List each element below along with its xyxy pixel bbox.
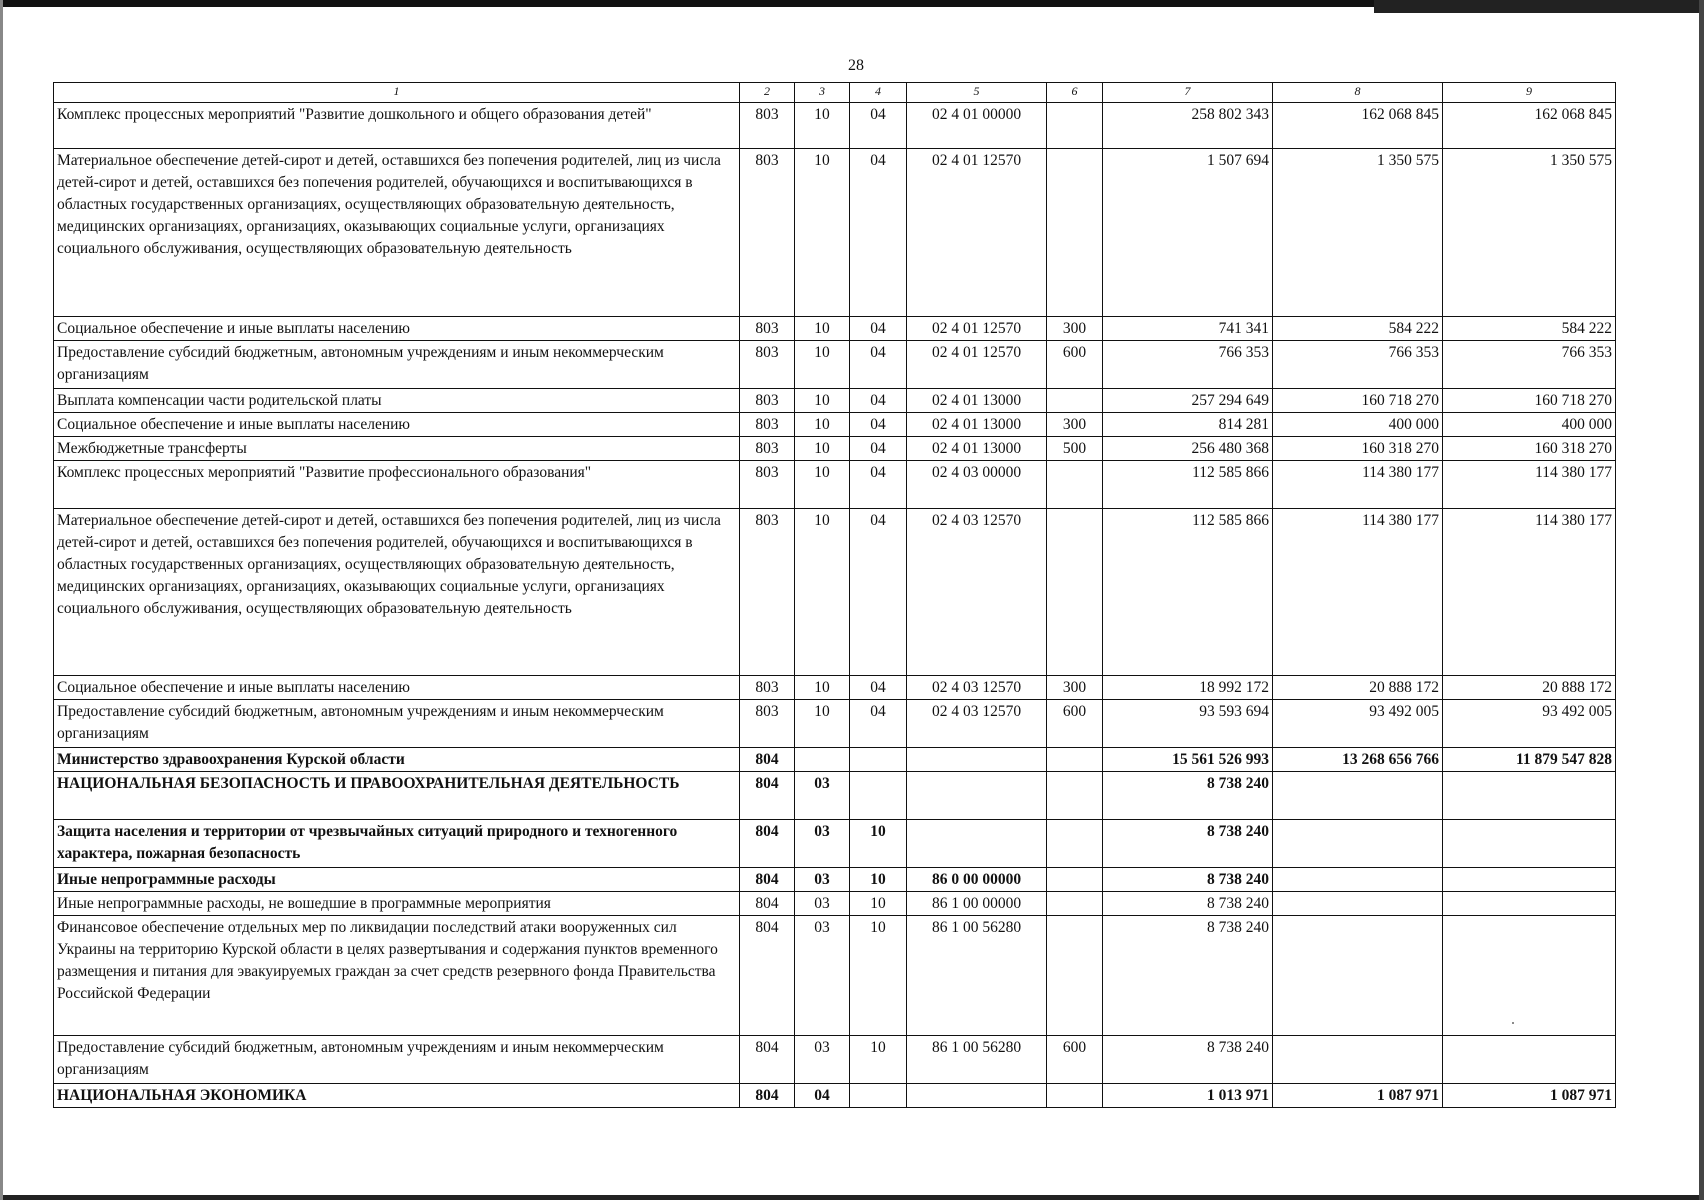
cell-amount-col7: 15 561 526 993 [1103,748,1273,772]
cell-ministry-code: 803 [740,413,795,437]
cell-section: 10 [795,341,850,389]
table-row [54,317,1616,341]
cell-amount-col7: 1 507 694 [1103,149,1273,317]
cell-ministry-code: 803 [740,389,795,413]
table-row [54,772,1616,820]
cell-amount-col7: 257 294 649 [1103,389,1273,413]
cell-expense-type: 600 [1047,341,1103,389]
column-number: 7 [1103,83,1273,103]
cell-expense-type: 300 [1047,413,1103,437]
row-name: Предоставление субсидий бюджетным, автономным учреждениям и иным некоммерческим организациям [54,1036,740,1084]
cell-amount-col9: 160 318 270 [1443,437,1616,461]
cell-expense-type: 300 [1047,317,1103,341]
cell-amount-col8: 13 268 656 766 [1273,748,1443,772]
cell-amount-col7: 18 992 172 [1103,676,1273,700]
cell-subsection: 04 [850,700,907,748]
table-row [54,149,1616,317]
row-name: Выплата компенсации части родительской платы [54,389,740,413]
cell-amount-col8: 160 718 270 [1273,389,1443,413]
cell-amount-col8: 114 380 177 [1273,509,1443,676]
cell-subsection: 04 [850,149,907,317]
cell-ministry-code: 804 [740,1036,795,1084]
column-number-row [54,83,1616,103]
cell-subsection [850,772,907,820]
scan-border-left [0,0,3,1200]
cell-target-article: 02 4 01 13000 [907,437,1047,461]
cell-amount-col8: 400 000 [1273,413,1443,437]
table-row [54,437,1616,461]
cell-ministry-code: 804 [740,868,795,892]
cell-section: 03 [795,1036,850,1084]
cell-expense-type: 600 [1047,700,1103,748]
cell-section: 10 [795,676,850,700]
cell-subsection: 04 [850,461,907,509]
row-name: Комплекс процессных мероприятий "Развитие дошкольного и общего образования детей" [54,103,740,149]
cell-amount-col9 [1443,916,1616,1036]
cell-amount-col7: 8 738 240 [1103,916,1273,1036]
row-name: Социальное обеспечение и иные выплаты населению [54,317,740,341]
table-row [54,509,1616,676]
cell-subsection: 10 [850,892,907,916]
cell-section: 10 [795,389,850,413]
cell-section: 10 [795,317,850,341]
cell-subsection: 10 [850,1036,907,1084]
cell-amount-col7: 93 593 694 [1103,700,1273,748]
cell-expense-type: 600 [1047,1036,1103,1084]
cell-amount-col9: 11 879 547 828 [1443,748,1616,772]
cell-section: 10 [795,700,850,748]
cell-amount-col9: 766 353 [1443,341,1616,389]
cell-amount-col8 [1273,868,1443,892]
cell-target-article: 02 4 03 12570 [907,509,1047,676]
cell-amount-col8 [1273,892,1443,916]
cell-section [795,748,850,772]
cell-subsection: 10 [850,820,907,868]
cell-subsection: 10 [850,868,907,892]
cell-section: 03 [795,892,850,916]
cell-amount-col7: 8 738 240 [1103,820,1273,868]
row-name: Защита населения и территории от чрезвычайных ситуаций природного и техногенного характера, пожарная безопасность [54,820,740,868]
cell-target-article: 02 4 01 12570 [907,317,1047,341]
row-name: Материальное обеспечение детей-сирот и детей, оставшихся без попечения родителей, лиц из числа детей-сирот и детей, оставшихся без попечения родителей, обучающихся и воспитывающихся в областных государственных организациях, осуществляющих образовательную деятельность, медицинских организациях, организациях, оказывающих социальные услуги, организациях социального обслуживания, осуществляющих образовательную деятельность [54,509,740,676]
cell-amount-col9 [1443,868,1616,892]
column-number: 6 [1047,83,1103,103]
cell-target-article [907,772,1047,820]
cell-subsection [850,1084,907,1108]
cell-target-article: 02 4 01 13000 [907,389,1047,413]
cell-target-article [907,1084,1047,1108]
table-row [54,341,1616,389]
cell-expense-type [1047,149,1103,317]
cell-amount-col9: 1 087 971 [1443,1084,1616,1108]
cell-amount-col9 [1443,1036,1616,1084]
cell-target-article: 02 4 01 00000 [907,103,1047,149]
cell-amount-col9: 114 380 177 [1443,509,1616,676]
scan-border-bottom [0,1195,1704,1200]
cell-ministry-code: 804 [740,820,795,868]
cell-expense-type: 500 [1047,437,1103,461]
cell-amount-col8: 584 222 [1273,317,1443,341]
cell-amount-col9 [1443,772,1616,820]
cell-amount-col7: 112 585 866 [1103,461,1273,509]
cell-amount-col7: 258 802 343 [1103,103,1273,149]
cell-subsection: 04 [850,341,907,389]
column-number: 9 [1443,83,1616,103]
cell-amount-col7: 8 738 240 [1103,1036,1273,1084]
cell-amount-col8 [1273,820,1443,868]
row-name: Предоставление субсидий бюджетным, автономным учреждениям и иным некоммерческим организациям [54,341,740,389]
cell-expense-type [1047,461,1103,509]
cell-amount-col7: 8 738 240 [1103,868,1273,892]
cell-section: 03 [795,772,850,820]
table-row [54,700,1616,748]
row-name: Социальное обеспечение и иные выплаты населению [54,413,740,437]
cell-section: 03 [795,916,850,1036]
table-row [54,748,1616,772]
cell-target-article: 02 4 01 13000 [907,413,1047,437]
row-name: НАЦИОНАЛЬНАЯ БЕЗОПАСНОСТЬ И ПРАВООХРАНИТЕЛЬНАЯ ДЕЯТЕЛЬНОСТЬ [54,772,740,820]
cell-target-article: 86 1 00 00000 [907,892,1047,916]
cell-section: 03 [795,868,850,892]
cell-amount-col8: 160 318 270 [1273,437,1443,461]
cell-expense-type [1047,892,1103,916]
cell-amount-col8: 20 888 172 [1273,676,1443,700]
cell-amount-col8 [1273,916,1443,1036]
cell-expense-type [1047,820,1103,868]
cell-expense-type: 300 [1047,676,1103,700]
column-number: 5 [907,83,1047,103]
cell-expense-type [1047,1084,1103,1108]
table-row [54,103,1616,149]
cell-amount-col7: 766 353 [1103,341,1273,389]
cell-target-article: 02 4 03 12570 [907,700,1047,748]
cell-expense-type [1047,389,1103,413]
table-row [54,892,1616,916]
row-name: Материальное обеспечение детей-сирот и детей, оставшихся без попечения родителей, лиц из числа детей-сирот и детей, оставшихся без попечения родителей, обучающихся и воспитывающихся в областных государственных организациях, осуществляющих образовательную деятельность, медицинских организациях, организациях, оказывающих социальные услуги, организациях социального обслуживания, осуществляющих образовательную деятельность [54,149,740,317]
cell-target-article [907,748,1047,772]
cell-subsection: 04 [850,103,907,149]
cell-section: 03 [795,820,850,868]
cell-expense-type [1047,772,1103,820]
cell-amount-col8 [1273,1036,1443,1084]
cell-amount-col9 [1443,892,1616,916]
cell-section: 04 [795,1084,850,1108]
cell-ministry-code: 803 [740,103,795,149]
cell-amount-col7: 8 738 240 [1103,892,1273,916]
cell-section: 10 [795,413,850,437]
cell-target-article: 02 4 01 12570 [907,341,1047,389]
row-name: Иные непрограммные расходы [54,868,740,892]
cell-expense-type [1047,103,1103,149]
cell-amount-col8: 1 087 971 [1273,1084,1443,1108]
cell-subsection: 04 [850,509,907,676]
cell-amount-col9: 20 888 172 [1443,676,1616,700]
cell-target-article [907,820,1047,868]
cell-amount-col7: 256 480 368 [1103,437,1273,461]
cell-ministry-code: 803 [740,700,795,748]
column-number: 1 [54,83,740,103]
row-name: Иные непрограммные расходы, не вошедшие в программные мероприятия [54,892,740,916]
cell-amount-col8: 766 353 [1273,341,1443,389]
column-number: 8 [1273,83,1443,103]
cell-subsection: 04 [850,437,907,461]
cell-section: 10 [795,461,850,509]
cell-amount-col9: 400 000 [1443,413,1616,437]
cell-ministry-code: 803 [740,149,795,317]
page-number: 28 [848,57,864,74]
cell-amount-col8: 114 380 177 [1273,461,1443,509]
cell-subsection: 04 [850,317,907,341]
row-name: Комплекс процессных мероприятий "Развитие профессионального образования" [54,461,740,509]
column-number: 2 [740,83,795,103]
cell-ministry-code: 804 [740,1084,795,1108]
row-name: Социальное обеспечение и иные выплаты населению [54,676,740,700]
cell-amount-col8: 162 068 845 [1273,103,1443,149]
cell-ministry-code: 804 [740,916,795,1036]
column-number: 3 [795,83,850,103]
cell-ministry-code: 804 [740,892,795,916]
cell-subsection: 04 [850,676,907,700]
cell-subsection [850,748,907,772]
cell-target-article: 86 1 00 56280 [907,916,1047,1036]
cell-ministry-code: 803 [740,461,795,509]
table-row [54,676,1616,700]
cell-ministry-code: 803 [740,341,795,389]
cell-amount-col8: 93 492 005 [1273,700,1443,748]
row-name: Предоставление субсидий бюджетным, автономным учреждениям и иным некоммерческим организациям [54,700,740,748]
table-row [54,1036,1616,1084]
cell-amount-col9: 1 350 575 [1443,149,1616,317]
scan-border-right [1699,0,1704,1200]
cell-amount-col9: 114 380 177 [1443,461,1616,509]
cell-amount-col7: 112 585 866 [1103,509,1273,676]
cell-ministry-code: 804 [740,772,795,820]
cell-target-article: 02 4 03 12570 [907,676,1047,700]
row-name: Министерство здравоохранения Курской области [54,748,740,772]
cell-ministry-code: 803 [740,317,795,341]
table-row [54,868,1616,892]
cell-section: 10 [795,437,850,461]
cell-amount-col7: 814 281 [1103,413,1273,437]
cell-section: 10 [795,509,850,676]
cell-amount-col9 [1443,820,1616,868]
cell-expense-type [1047,868,1103,892]
table-row [54,1084,1616,1108]
row-name: Финансовое обеспечение отдельных мер по ликвидации последствий атаки вооруженных сил Украины на территорию Курской области в целях развертывания и содержания пунктов временного размещения и питания для эвакуируемых граждан за счет средств резервного фонда Правительства Российской Федерации [54,916,740,1036]
cell-amount-col8: 1 350 575 [1273,149,1443,317]
cell-section: 10 [795,103,850,149]
cell-amount-col7: 8 738 240 [1103,772,1273,820]
cell-target-article: 02 4 03 00000 [907,461,1047,509]
cell-amount-col9: 162 068 845 [1443,103,1616,149]
cell-ministry-code: 804 [740,748,795,772]
cell-ministry-code: 803 [740,437,795,461]
row-name: Межбюджетные трансферты [54,437,740,461]
cell-ministry-code: 803 [740,676,795,700]
table-row [54,820,1616,868]
cell-target-article: 86 1 00 56280 [907,1036,1047,1084]
cell-amount-col7: 1 013 971 [1103,1084,1273,1108]
cell-subsection: 04 [850,389,907,413]
cell-target-article: 02 4 01 12570 [907,149,1047,317]
cell-target-article: 86 0 00 00000 [907,868,1047,892]
table-row [54,916,1616,1036]
cell-amount-col9: 160 718 270 [1443,389,1616,413]
cell-subsection: 04 [850,413,907,437]
table-row [54,461,1616,509]
cell-expense-type [1047,509,1103,676]
cell-section: 10 [795,149,850,317]
column-number: 4 [850,83,907,103]
cell-expense-type [1047,916,1103,1036]
row-name: НАЦИОНАЛЬНАЯ ЭКОНОМИКА [54,1084,740,1108]
cell-amount-col8 [1273,772,1443,820]
cell-subsection: 10 [850,916,907,1036]
budget-table [53,82,1616,1108]
cell-amount-col9: 584 222 [1443,317,1616,341]
cell-ministry-code: 803 [740,509,795,676]
cell-expense-type [1047,748,1103,772]
table-row [54,389,1616,413]
table-row [54,413,1616,437]
cell-amount-col7: 741 341 [1103,317,1273,341]
scan-border-top-right [1374,0,1704,13]
cell-amount-col9: 93 492 005 [1443,700,1616,748]
